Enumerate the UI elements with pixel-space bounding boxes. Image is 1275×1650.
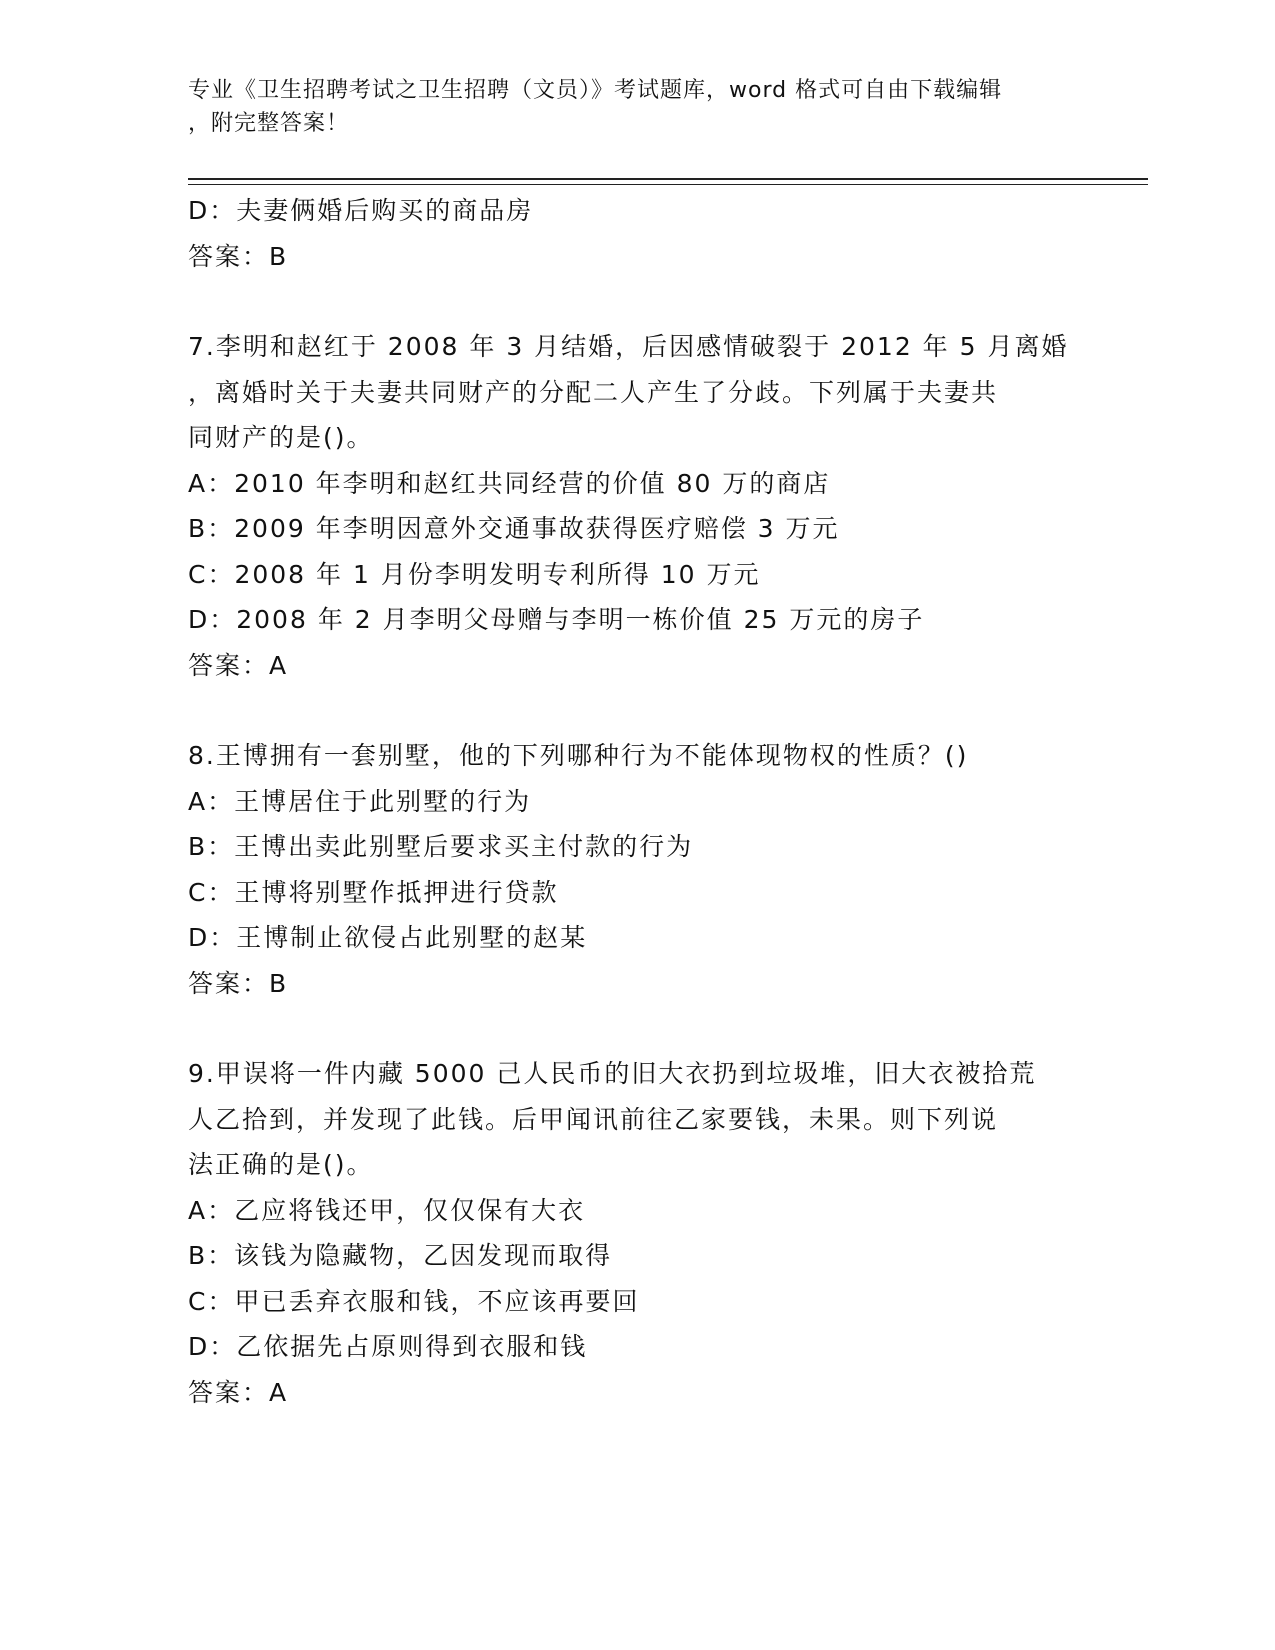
answer: 答案：A [188, 650, 289, 680]
question-stem-line: 8.王博拥有一套别墅，他的下列哪种行为不能体现物权的性质？() [188, 741, 969, 770]
question-9 [188, 1051, 1088, 1415]
answer: 答案：B [188, 968, 289, 998]
option-d: D：王博制止欲侵占此别墅的赵某 [188, 923, 588, 952]
option-a: A：王博居住于此别墅的行为 [188, 786, 532, 816]
header-rule-thin [188, 184, 1148, 185]
answer: 答案：B [188, 241, 289, 271]
option-c: C：王博将别墅作抵押进行贷款 [188, 877, 559, 907]
option-d: D：夫妻俩婚后购买的商品房 [188, 196, 534, 225]
question-stem-line: 7.李明和赵红于 2008 年 3 月结婚，后因感情破裂于 2012 年 5 月离婚 [188, 332, 1069, 361]
option-d: D：2008 年 2 月李明父母赠与李明一栋价值 25 万元的房子 [188, 605, 925, 634]
header-line-1: 专业《卫生招聘考试之卫生招聘（文员）》考试题库，word 格式可自由下载编辑 [188, 78, 1003, 103]
document-body [188, 188, 1088, 1415]
question-8 [188, 733, 1088, 1006]
option-d: D：乙依据先占原则得到衣服和钱 [188, 1332, 588, 1361]
answer: 答案：A [188, 1377, 289, 1407]
question-stem-line: 人乙拾到，并发现了此钱。后甲闻讯前往乙家要钱，未果。则下列说 [188, 1104, 999, 1134]
option-b: B：该钱为隐藏物，乙因发现而取得 [188, 1241, 613, 1270]
header-rule-thick [188, 178, 1148, 180]
option-b: B：2009 年李明因意外交通事故获得医疗赔偿 3 万元 [188, 514, 840, 543]
page-header [188, 74, 1088, 140]
option-a: A：2010 年李明和赵红共同经营的价值 80 万的商店 [188, 468, 831, 498]
option-c: C：2008 年 1 月份李明发明专利所得 10 万元 [188, 559, 761, 589]
question-stem-line: 9.甲误将一件内藏 5000 己人民币的旧大衣扔到垃圾堆，旧大衣被拾荒 [188, 1059, 1037, 1088]
previous-question-tail [188, 188, 1088, 279]
question-stem-line: 法正确的是()。 [188, 1150, 374, 1179]
question-stem-line: 同财产的是()。 [188, 423, 374, 452]
header-line-2: ，附完整答案！ [188, 111, 350, 136]
option-c: C：甲已丢弃衣服和钱，不应该再要回 [188, 1286, 640, 1316]
option-b: B：王博出卖此别墅后要求买主付款的行为 [188, 832, 694, 861]
question-stem-line: ，离婚时关于夫妻共同财产的分配二人产生了分歧。下列属于夫妻共 [188, 377, 999, 407]
question-7 [188, 324, 1088, 688]
option-a: A：乙应将钱还甲，仅仅保有大衣 [188, 1195, 586, 1225]
